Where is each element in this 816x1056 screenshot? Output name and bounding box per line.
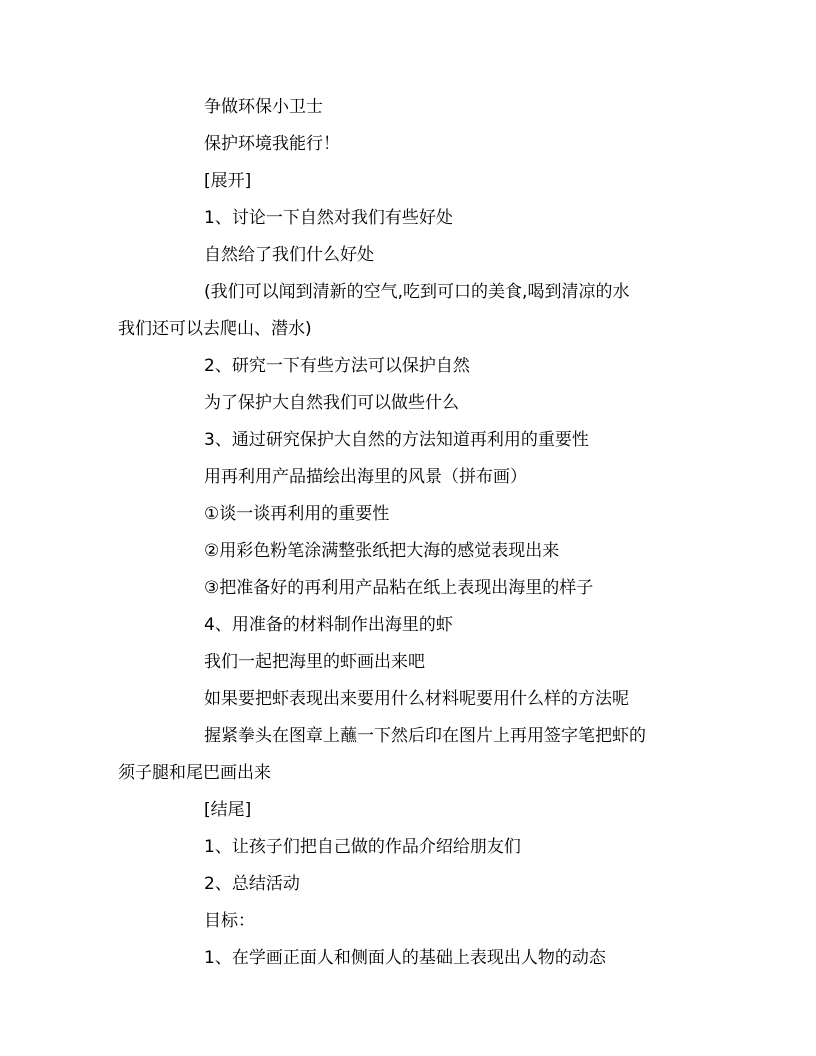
text-line: 保护环境我能行！ (204, 134, 340, 154)
text-line: ③把准备好的再利用产品粘在纸上表现出海里的样子 (204, 578, 594, 598)
text-line: 须子腿和尾巴画出来 (118, 763, 271, 783)
text-line: 我们一起把海里的虾画出来吧 (204, 652, 425, 672)
text-line: 用再利用产品描绘出海里的风景（拼布画） (204, 467, 527, 487)
text-line: 为了保护大自然我们可以做些什么 (204, 393, 459, 413)
text-line: 目标： (204, 911, 255, 931)
text-line: 1、讨论一下自然对我们有些好处 (204, 208, 453, 228)
text-line: [结尾] (204, 800, 252, 820)
text-line: 4、用准备的材料制作出海里的虾 (204, 615, 453, 635)
text-line: ②用彩色粉笔涂满整张纸把大海的感觉表现出来 (204, 541, 560, 561)
text-line: 我们还可以去爬山、潜水) (118, 319, 312, 339)
text-line: 自然给了我们什么好处 (204, 245, 374, 265)
text-line: 1、让孩子们把自己做的作品介绍给朋友们 (204, 837, 521, 857)
text-line: 2、研究一下有些方法可以保护自然 (204, 356, 470, 376)
text-line: 3、通过研究保护大自然的方法知道再利用的重要性 (204, 430, 589, 450)
text-line: 如果要把虾表现出来要用什么材料呢要用什么样的方法呢 (204, 689, 629, 709)
text-line: 1、在学画正面人和侧面人的基础上表现出人物的动态 (204, 948, 606, 968)
text-line: (我们可以闻到清新的空气,吃到可口的美食,喝到清凉的水 (204, 282, 630, 302)
text-line: [展开] (204, 171, 252, 191)
text-line: 2、总结活动 (204, 874, 300, 894)
text-line: ①谈一谈再利用的重要性 (204, 504, 390, 524)
text-line: 握紧拳头在图章上蘸一下然后印在图片上再用签字笔把虾的 (204, 726, 646, 746)
text-line: 争做环保小卫士 (204, 97, 323, 117)
